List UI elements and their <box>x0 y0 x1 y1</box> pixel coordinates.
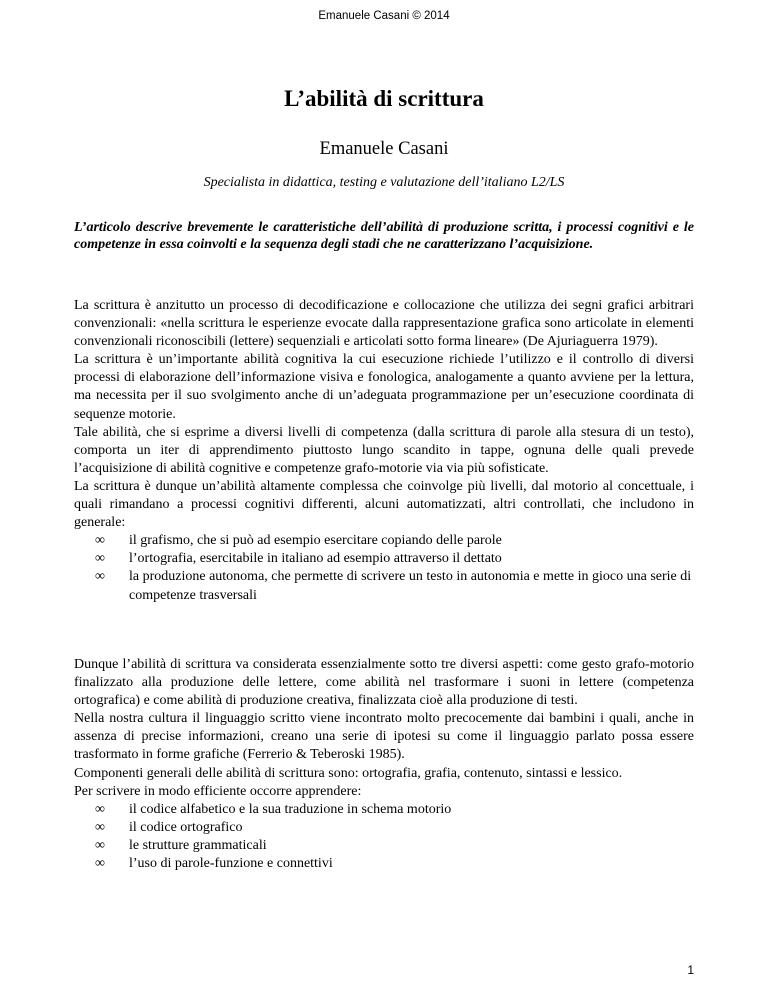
paragraph: Componenti generali delle abilità di scrittura sono: ortografia, grafia, contenuto, sintassi e lessico. <box>74 765 623 781</box>
list-item <box>95 855 694 873</box>
list-item <box>95 801 694 819</box>
bullet-icon: ∞ <box>95 819 105 835</box>
bullet-icon: ∞ <box>95 837 105 853</box>
paragraph: Dunque l’abilità di scrittura va considerata essenzialmente sotto tre diversi aspetti: come gesto grafo-motorio finalizzato alla produzione delle lettere, come abilità nel trasformare i suoni in lettere (competenza ortografica) e come abilità di produzione creativa, finalizzata cioè alla produzione di testi. <box>74 657 694 709</box>
list-item-text: la produzione autonoma, che permette di scrivere un testo in autonomia e mette in gioco una serie di competenze trasversali <box>129 569 692 603</box>
list-item <box>95 568 694 604</box>
list-item-text: il grafismo, che si può ad esempio esercitare copiando delle parole <box>129 533 502 549</box>
bullet-icon: ∞ <box>95 801 105 817</box>
paragraph: La scrittura è un’importante abilità cognitiva la cui esecuzione richiede l’utilizzo e il controllo di diversi processi di elaborazione dell’informazione visiva e fonologica, analogamente a quanto avviene per la lettura, ma necessita per il suo svolgimento anche di un’adeguata programmazione per un’esecuzione coordinata di sequenze motorie. <box>74 352 694 422</box>
bullet-list <box>74 532 694 604</box>
list-item <box>95 532 694 550</box>
paragraph: Nella nostra cultura il linguaggio scritto viene incontrato molto precocemente dai bambini i quali, anche in assenza di precise informazioni, creano una serie di ipotesi su come il linguaggio parlato possa essere trasformato in forme grafiche (Ferrerio & Teberoski 1985). <box>74 711 694 763</box>
running-header: Emanuele Casani © 2014 <box>318 10 450 22</box>
body-section-2 <box>74 656 694 873</box>
bullet-icon: ∞ <box>95 569 105 585</box>
list-item-text: il codice alfabetico e la sua traduzione in schema motorio <box>129 801 452 817</box>
abstract: L’articolo descrive brevemente le caratteristiche dell’abilità di produzione scritta, i processi cognitivi e le competenze in essa coinvolti e la sequenza degli stadi che ne caratterizzano l’acquisizione. <box>74 220 694 252</box>
list-item-text: l’ortografia, esercitabile in italiano ad esempio attraverso il dettato <box>129 551 502 567</box>
page-number: 1 <box>687 963 694 977</box>
document-title: L’abilità di scrittura <box>284 86 484 111</box>
list-item-text: l’uso di parole-funzione e connettivi <box>129 856 333 872</box>
bullet-icon: ∞ <box>95 856 105 872</box>
paragraph: Per scrivere in modo efficiente occorre apprendere: <box>74 783 362 799</box>
author-affiliation: Specialista in didattica, testing e valutazione dell’italiano L2/LS <box>203 175 565 190</box>
list-item-text: il codice ortografico <box>129 819 243 835</box>
list-item <box>95 819 694 837</box>
list-item <box>95 837 694 855</box>
paragraph: Tale abilità, che si esprime a diversi livelli di competenza (dalla scrittura di parole alla stesura di un testo), comporta un iter di apprendimento piuttosto lungo scandito in tappe, ognuna delle quali prevede l’acquisizione di abilità cognitive e competenze grafo-motorie via via più sofisticate. <box>74 424 694 476</box>
bullet-icon: ∞ <box>95 551 105 567</box>
author-name: Emanuele Casani <box>319 139 449 159</box>
list-item-text: le strutture grammaticali <box>129 837 267 853</box>
paragraph: La scrittura è dunque un’abilità altamente complessa che coinvolge più livelli, dal motorio al concettuale, i quali rimandano a processi cognitivi differenti, alcuni automatizzati, altri controllati, che includono in generale: <box>74 478 694 531</box>
list-item <box>95 550 694 568</box>
bullet-list <box>74 801 694 873</box>
paragraph: La scrittura è anzitutto un processo di decodificazione e collocazione che utilizza dei segni grafici arbitrari convenzionali: «nella scrittura le esperienze evocate dalla rappresentazione grafica sono articolate in elementi convenzionali riconoscibili (lettere) sequenziali e articolati sotto forma lineare» (De Ajuriaguerra 1979). <box>74 298 694 350</box>
body-section-1 <box>74 297 694 605</box>
bullet-icon: ∞ <box>95 533 105 549</box>
